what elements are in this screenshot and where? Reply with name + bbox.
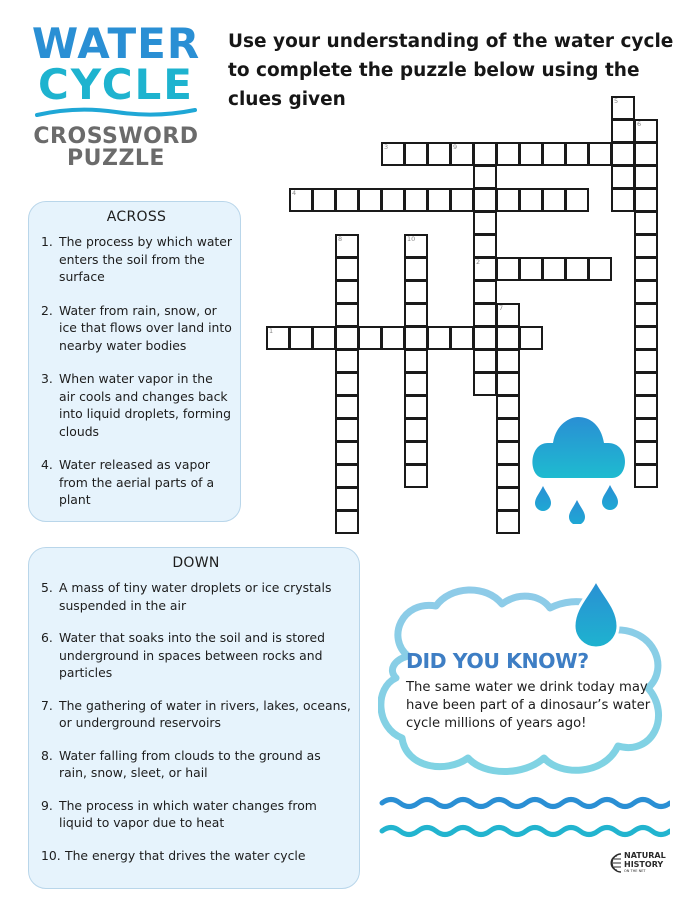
crossword-cell[interactable] <box>404 418 428 442</box>
cell-number-label: 1 <box>269 327 274 335</box>
down-heading: DOWN <box>172 555 220 571</box>
crossword-cell[interactable] <box>312 326 336 350</box>
crossword-cell[interactable] <box>381 188 405 212</box>
across-clue-1 <box>41 233 232 286</box>
crossword-cell[interactable] <box>335 487 359 511</box>
rain-cloud-icon <box>526 414 632 524</box>
crossword-cell[interactable] <box>404 188 428 212</box>
crossword-cell[interactable] <box>519 142 543 166</box>
crossword-cell[interactable] <box>335 303 359 327</box>
crossword-cell[interactable] <box>519 188 543 212</box>
crossword-cell[interactable] <box>473 303 497 327</box>
down-clue-10 <box>41 847 351 865</box>
down-clue-7 <box>41 697 351 732</box>
cell-number-label: 5 <box>614 97 619 105</box>
logo-natural-text: NATURAL <box>624 851 666 860</box>
across-clue-2 <box>41 302 232 355</box>
crossword-cell[interactable] <box>335 188 359 212</box>
cell-number-label: 8 <box>338 235 343 243</box>
crossword-cell[interactable] <box>588 257 612 281</box>
crossword-cell[interactable] <box>565 142 589 166</box>
crossword-cell[interactable] <box>496 326 520 350</box>
crossword-cell[interactable] <box>634 280 658 304</box>
crossword-cell[interactable] <box>335 418 359 442</box>
crossword-cell[interactable] <box>335 372 359 396</box>
down-clues-panel <box>28 547 360 889</box>
crossword-cell[interactable] <box>266 326 290 350</box>
globe-icon <box>610 852 622 874</box>
crossword-cell[interactable] <box>634 418 658 442</box>
crossword-cell[interactable] <box>496 142 520 166</box>
crossword-cell[interactable] <box>496 441 520 465</box>
crossword-cell[interactable] <box>519 326 543 350</box>
crossword-cell[interactable] <box>634 257 658 281</box>
crossword-cell[interactable] <box>335 280 359 304</box>
cell-number-label: 7 <box>499 304 504 312</box>
crossword-cell[interactable] <box>634 119 658 143</box>
crossword-cell[interactable] <box>634 165 658 189</box>
crossword-cell[interactable] <box>496 372 520 396</box>
crossword-cell[interactable] <box>496 395 520 419</box>
crossword-cell[interactable] <box>450 326 474 350</box>
crossword-cell[interactable] <box>358 326 382 350</box>
crossword-cell[interactable] <box>496 349 520 373</box>
crossword-cell[interactable] <box>634 464 658 488</box>
crossword-cell[interactable] <box>473 349 497 373</box>
crossword-cell[interactable] <box>312 188 336 212</box>
water-cycle-logo <box>26 19 206 171</box>
crossword-cell[interactable] <box>335 257 359 281</box>
crossword-cell[interactable] <box>473 326 497 350</box>
clue-number: 5. <box>41 580 53 595</box>
across-clue-3 <box>41 370 232 440</box>
crossword-cell[interactable] <box>634 303 658 327</box>
crossword-cell[interactable] <box>381 326 405 350</box>
crossword-cell[interactable] <box>404 142 428 166</box>
crossword-cell[interactable] <box>496 303 520 327</box>
clue-text: The gathering of water in rivers, lakes, oceans, or underground reservoirs <box>59 697 351 730</box>
clue-text: When water vapor in the air cools and changes back into liquid droplets, forming clouds <box>59 371 231 439</box>
crossword-cell[interactable] <box>473 188 497 212</box>
clue-number: 4. <box>41 457 53 472</box>
crossword-cell[interactable] <box>496 418 520 442</box>
crossword-cell[interactable] <box>289 188 313 212</box>
logo-tagline-text: ON THE NET <box>624 869 646 873</box>
did-you-know-text: The same water we drink today may have been part of a dinosaur’s water cycle millions of years ago! <box>406 680 651 731</box>
crossword-cell[interactable] <box>404 234 428 258</box>
crossword-cell[interactable] <box>634 142 658 166</box>
instructions: Use your understanding of the water cycle to complete the puzzle below using the clues given <box>228 31 674 110</box>
crossword-cell[interactable] <box>611 165 635 189</box>
crossword-cell[interactable] <box>450 142 474 166</box>
crossword-cell[interactable] <box>404 280 428 304</box>
crossword-cell[interactable] <box>335 464 359 488</box>
clue-text: Water that soaks into the soil and is stored underground in spaces between rocks and particles <box>59 630 325 680</box>
crossword-cell[interactable] <box>335 326 359 350</box>
clue-number: 1. <box>41 234 53 249</box>
clue-number: 2. <box>41 302 53 318</box>
across-heading: ACROSS <box>106 209 167 225</box>
crossword-cell[interactable] <box>634 211 658 235</box>
crossword-cell[interactable] <box>634 326 658 350</box>
cell-number-label: 9 <box>453 143 458 151</box>
crossword-cell[interactable] <box>427 326 451 350</box>
logo-history-text: HISTORY <box>624 859 664 869</box>
clue-text: Water from rain, snow, or ice that flows over land into nearby water bodies <box>59 302 232 353</box>
crossword-cell[interactable] <box>473 165 497 189</box>
natural-history-logo <box>610 852 666 874</box>
crossword-cell[interactable] <box>496 257 520 281</box>
crossword-cell[interactable] <box>542 188 566 212</box>
cloud-outline-icon <box>378 578 678 778</box>
waves-decoration <box>378 795 670 845</box>
crossword-cell[interactable] <box>473 372 497 396</box>
crossword-cell[interactable] <box>634 372 658 396</box>
crossword-cell[interactable] <box>404 464 428 488</box>
crossword-cell[interactable] <box>473 280 497 304</box>
crossword-cell[interactable] <box>611 119 635 143</box>
crossword-cell[interactable] <box>611 142 635 166</box>
logo-water-text: WATER <box>31 19 201 68</box>
cell-number-label: 10 <box>407 235 416 243</box>
water-drop-icon <box>574 580 618 648</box>
crossword-cell[interactable] <box>335 395 359 419</box>
across-clues-panel <box>28 201 241 522</box>
crossword-cell[interactable] <box>634 188 658 212</box>
logo-cycle-text: CYCLE <box>37 60 194 109</box>
crossword-cell[interactable] <box>519 257 543 281</box>
clue-text: Water falling from clouds to the ground as rain, snow, sleet, or hail <box>59 747 321 780</box>
crossword-cell[interactable] <box>634 395 658 419</box>
crossword-cell[interactable] <box>381 142 405 166</box>
crossword-cell[interactable] <box>358 188 382 212</box>
cell-number-label: 2 <box>476 258 481 266</box>
crossword-cell[interactable] <box>611 188 635 212</box>
crossword-cell[interactable] <box>404 372 428 396</box>
cell-number-label: 3 <box>384 143 389 151</box>
clue-text: The energy that drives the water cycle <box>65 847 306 863</box>
clue-number: 8. <box>41 747 53 763</box>
did-you-know-title: DID YOU KNOW? <box>406 649 589 673</box>
cell-number-label: 4 <box>292 189 297 197</box>
cell-number-label: 6 <box>637 120 642 128</box>
crossword-cell[interactable] <box>335 234 359 258</box>
clue-text: The process by which water enters the soil from the surface <box>59 234 233 284</box>
crossword-cell[interactable] <box>496 188 520 212</box>
across-clue-4 <box>41 456 232 509</box>
crossword-cell[interactable] <box>634 234 658 258</box>
crossword-cell[interactable] <box>611 96 635 120</box>
logo-puzzle-text: PUZZLE <box>67 146 165 171</box>
crossword-cell[interactable] <box>427 188 451 212</box>
crossword-cell[interactable] <box>542 142 566 166</box>
clue-text: The process in which water changes from liquid to vapor due to heat <box>59 797 317 830</box>
crossword-cell[interactable] <box>450 188 474 212</box>
logo-crossword-text: CROSSWORD <box>33 124 199 149</box>
crossword-cell[interactable] <box>473 234 497 258</box>
clue-number: 6. <box>41 630 53 645</box>
clue-text: A mass of tiny water droplets or ice crystals suspended in the air <box>59 580 332 613</box>
down-clue-8 <box>41 747 351 782</box>
down-clue-5 <box>41 579 351 614</box>
crossword-cell[interactable] <box>404 395 428 419</box>
crossword-cell[interactable] <box>404 326 428 350</box>
crossword-cell[interactable] <box>496 487 520 511</box>
crossword-cell[interactable] <box>473 142 497 166</box>
crossword-cell[interactable] <box>335 441 359 465</box>
crossword-cell[interactable] <box>404 349 428 373</box>
did-you-know-callout <box>378 578 678 778</box>
crossword-cell[interactable] <box>335 510 359 534</box>
crossword-cell[interactable] <box>404 303 428 327</box>
down-clue-9 <box>41 797 351 832</box>
clue-number: 9. <box>41 797 53 813</box>
clue-number: 3. <box>41 371 53 386</box>
crossword-cell[interactable] <box>473 211 497 235</box>
down-clue-6 <box>41 629 351 682</box>
crossword-cell[interactable] <box>634 349 658 373</box>
crossword-cell[interactable] <box>542 257 566 281</box>
crossword-cell[interactable] <box>404 257 428 281</box>
crossword-cell[interactable] <box>565 188 589 212</box>
crossword-cell[interactable] <box>404 441 428 465</box>
clue-number: 10. <box>41 847 61 863</box>
crossword-cell[interactable] <box>335 349 359 373</box>
crossword-cell[interactable] <box>565 257 589 281</box>
crossword-cell[interactable] <box>427 142 451 166</box>
crossword-cell[interactable] <box>496 510 520 534</box>
clue-text: Water released as vapor from the aerial parts of a plant <box>59 457 215 507</box>
crossword-cell[interactable] <box>289 326 313 350</box>
crossword-cell[interactable] <box>634 441 658 465</box>
crossword-cell[interactable] <box>473 257 497 281</box>
crossword-cell[interactable] <box>588 142 612 166</box>
crossword-cell[interactable] <box>496 464 520 488</box>
clue-number: 7. <box>41 697 53 713</box>
